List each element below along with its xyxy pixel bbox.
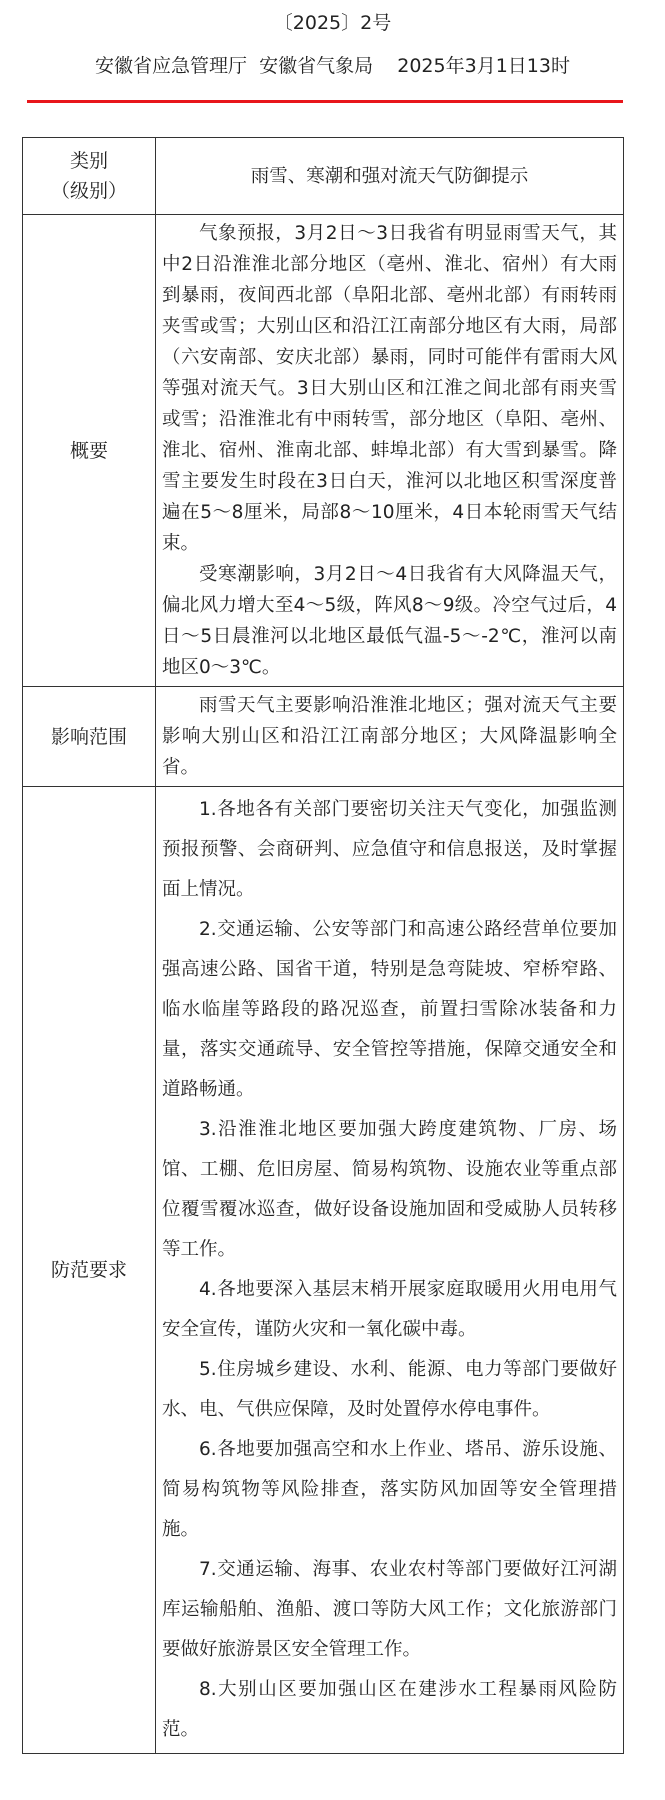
scope-paragraph: 雨雪天气主要影响沿淮淮北地区；强对流天气主要影响大别山区和沿江江南部分地区；大风降温影响全省。 <box>162 695 617 778</box>
measure-item: 8.大别山区要加强山区在建涉水工程暴雨风险防范。 <box>162 1679 617 1740</box>
document-number: 〔2025〕2号 <box>273 12 392 34</box>
category-label: 类别 <box>69 150 108 172</box>
issuer-and-time: 安徽省应急管理厅 安徽省气象局 2025年3月1日13时 <box>95 55 570 77</box>
measures-content <box>156 787 624 1754</box>
scope-label: 影响范围 <box>23 687 156 787</box>
category-header-cell <box>23 138 156 215</box>
summary-label: 概要 <box>23 215 156 687</box>
measures-label: 防范要求 <box>23 787 156 1754</box>
red-divider <box>27 100 623 103</box>
table-header-row <box>23 138 624 215</box>
measure-item: 2.交通运输、公安等部门和高速公路经营单位要加强高速公路、国省干道，特别是急弯陡坡、窄桥窄路、临水临崖等路段的路况巡查，前置扫雪除冰装备和力量，落实交通疏导、安全管控等措施，保障交通安全和道路畅通。 <box>162 919 617 1100</box>
table-row-summary <box>23 215 624 687</box>
measure-item: 4.各地要深入基层末梢开展家庭取暖用火用电用气安全宣传，谨防火灾和一氧化碳中毒。 <box>162 1279 617 1340</box>
summary-content <box>156 215 624 687</box>
summary-paragraph-forecast: 气象预报，3月2日～3日我省有明显雨雪天气，其中2日沿淮淮北部分地区（亳州、淮北、宿州）有大雨到暴雨，夜间西北部（阜阳北部、亳州北部）有雨转雨夹雪或雪；大别山区和沿江江南部分地区有大雨，局部（六安南部、安庆北部）暴雨，同时可能伴有雷雨大风等强对流天气。3日大别山区和江淮之间北部有雨夹雪或雪；沿淮淮北有中雨转雪，部分地区（阜阳、亳州、淮北、宿州、淮南北部、蚌埠北部）有大雪到暴雪。降雪主要发生时段在3日白天，淮河以北地区积雪深度普遍在5～8厘米，局部8～10厘米，4日本轮雨雪天气结束。 <box>162 223 617 554</box>
measure-item: 5.住房城乡建设、水利、能源、电力等部门要做好水、电、气供应保障，及时处置停水停电事件。 <box>162 1359 617 1420</box>
summary-paragraph-cold-wave: 受寒潮影响，3月2日～4日我省有大风降温天气，偏北风力增大至4～5级，阵风8～9级。冷空气过后，4日～5日晨淮河以北地区最低气温-5～-2℃，淮河以南地区0～3℃。 <box>162 564 617 678</box>
measure-item: 1.各地各有关部门要密切关注天气变化，加强监测预报预警、会商研判、应急值守和信息报送，及时掌握面上情况。 <box>162 799 617 900</box>
measure-item: 6.各地要加强高空和水上作业、塔吊、游乐设施、简易构筑物等风险排查，落实防风加固等安全管理措施。 <box>162 1439 617 1540</box>
table-row-scope <box>23 687 624 787</box>
measure-item: 7.交通运输、海事、农业农村等部门要做好江河湖库运输船舶、渔船、渡口等防大风工作；文化旅游部门要做好旅游景区安全管理工作。 <box>162 1559 617 1660</box>
measure-item: 3.沿淮淮北地区要加强大跨度建筑物、厂房、场馆、工棚、危旧房屋、简易构筑物、设施农业等重点部位覆雪覆冰巡查，做好设备设施加固和受威胁人员转移等工作。 <box>162 1119 617 1260</box>
warning-title-cell: 雨雪、寒潮和强对流天气防御提示 <box>156 138 624 215</box>
table-row-measures <box>23 787 624 1754</box>
scope-content <box>156 687 624 787</box>
warning-table <box>22 137 624 1754</box>
level-label: （级别） <box>50 180 127 202</box>
